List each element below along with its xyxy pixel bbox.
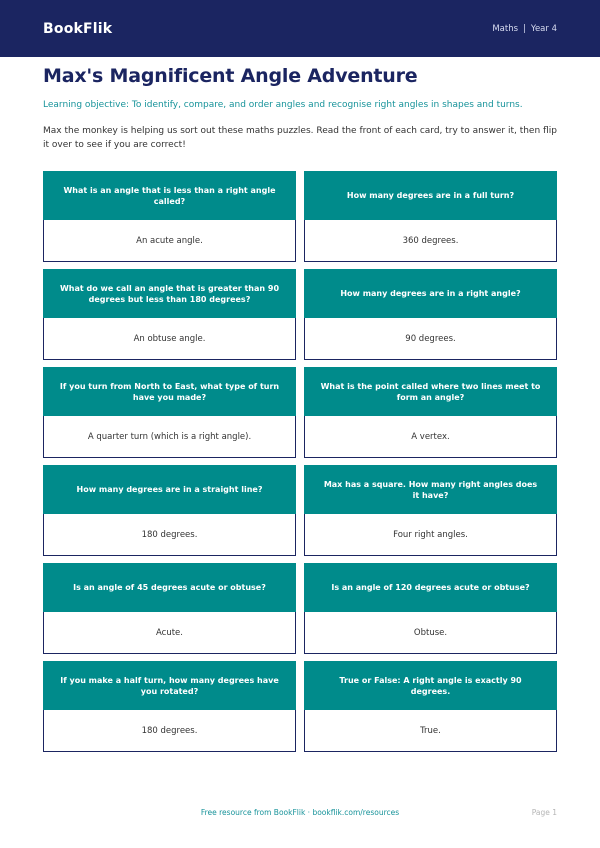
card-question: What do we call an angle that is greater than 90 degrees but less than 180 degrees? bbox=[43, 269, 296, 318]
card-question: If you make a half turn, how many degrees have you rotated? bbox=[43, 661, 296, 710]
card-question: How many degrees are in a right angle? bbox=[304, 269, 557, 318]
brand-logo[interactable]: BookFlik bbox=[43, 20, 113, 37]
flashcard[interactable] bbox=[43, 661, 296, 752]
page-title: Max's Magnificent Angle Adventure bbox=[43, 65, 418, 87]
footer-credit[interactable]: Free resource from BookFlik · bookflik.com/resources bbox=[200, 808, 400, 817]
learning-objective: Learning objective: To identify, compare, and order angles and recognise right angles in shapes and turns. bbox=[43, 100, 523, 110]
flashcard[interactable] bbox=[43, 465, 296, 556]
card-question: Is an angle of 45 degrees acute or obtuse? bbox=[43, 563, 296, 612]
flashcard[interactable] bbox=[304, 269, 557, 360]
flashcard[interactable] bbox=[304, 465, 557, 556]
flashcard[interactable] bbox=[43, 563, 296, 654]
flashcard[interactable] bbox=[304, 171, 557, 262]
flashcard[interactable] bbox=[43, 269, 296, 360]
subject-label: Maths bbox=[492, 23, 519, 34]
level-label: Year 4 bbox=[530, 23, 557, 34]
card-answer: A vertex. bbox=[304, 416, 557, 458]
card-answer: 90 degrees. bbox=[304, 318, 557, 360]
card-answer: 180 degrees. bbox=[43, 710, 296, 752]
card-question: What is the point called where two lines meet to form an angle? bbox=[304, 367, 557, 416]
card-question: If you turn from North to East, what type of turn have you made? bbox=[43, 367, 296, 416]
meta-separator: | bbox=[523, 23, 526, 34]
intro-text: Max the monkey is helping us sort out these maths puzzles. Read the front of each card, try to answer it, then flip it over to see if you are correct! bbox=[43, 126, 557, 150]
top-bar bbox=[0, 0, 600, 57]
flashcard[interactable] bbox=[304, 563, 557, 654]
card-answer: 180 degrees. bbox=[43, 514, 296, 556]
subject-level bbox=[492, 24, 557, 34]
card-question: What is an angle that is less than a right angle called? bbox=[43, 171, 296, 220]
card-question: True or False: A right angle is exactly 90 degrees. bbox=[304, 661, 557, 710]
flashcard[interactable] bbox=[43, 171, 296, 262]
page-number: Page 1 bbox=[531, 808, 557, 817]
flashcard-grid bbox=[43, 171, 557, 752]
card-answer: An acute angle. bbox=[43, 220, 296, 262]
card-answer: Acute. bbox=[43, 612, 296, 654]
card-answer: Obtuse. bbox=[304, 612, 557, 654]
flashcard[interactable] bbox=[304, 661, 557, 752]
card-answer: 360 degrees. bbox=[304, 220, 557, 262]
flashcard[interactable] bbox=[304, 367, 557, 458]
card-question: How many degrees are in a full turn? bbox=[304, 171, 557, 220]
card-answer: An obtuse angle. bbox=[43, 318, 296, 360]
card-answer: Four right angles. bbox=[304, 514, 557, 556]
card-question: Is an angle of 120 degrees acute or obtuse? bbox=[304, 563, 557, 612]
flashcard[interactable] bbox=[43, 367, 296, 458]
card-answer: A quarter turn (which is a right angle). bbox=[43, 416, 296, 458]
card-question: How many degrees are in a straight line? bbox=[43, 465, 296, 514]
card-answer: True. bbox=[304, 710, 557, 752]
card-question: Max has a square. How many right angles does it have? bbox=[304, 465, 557, 514]
